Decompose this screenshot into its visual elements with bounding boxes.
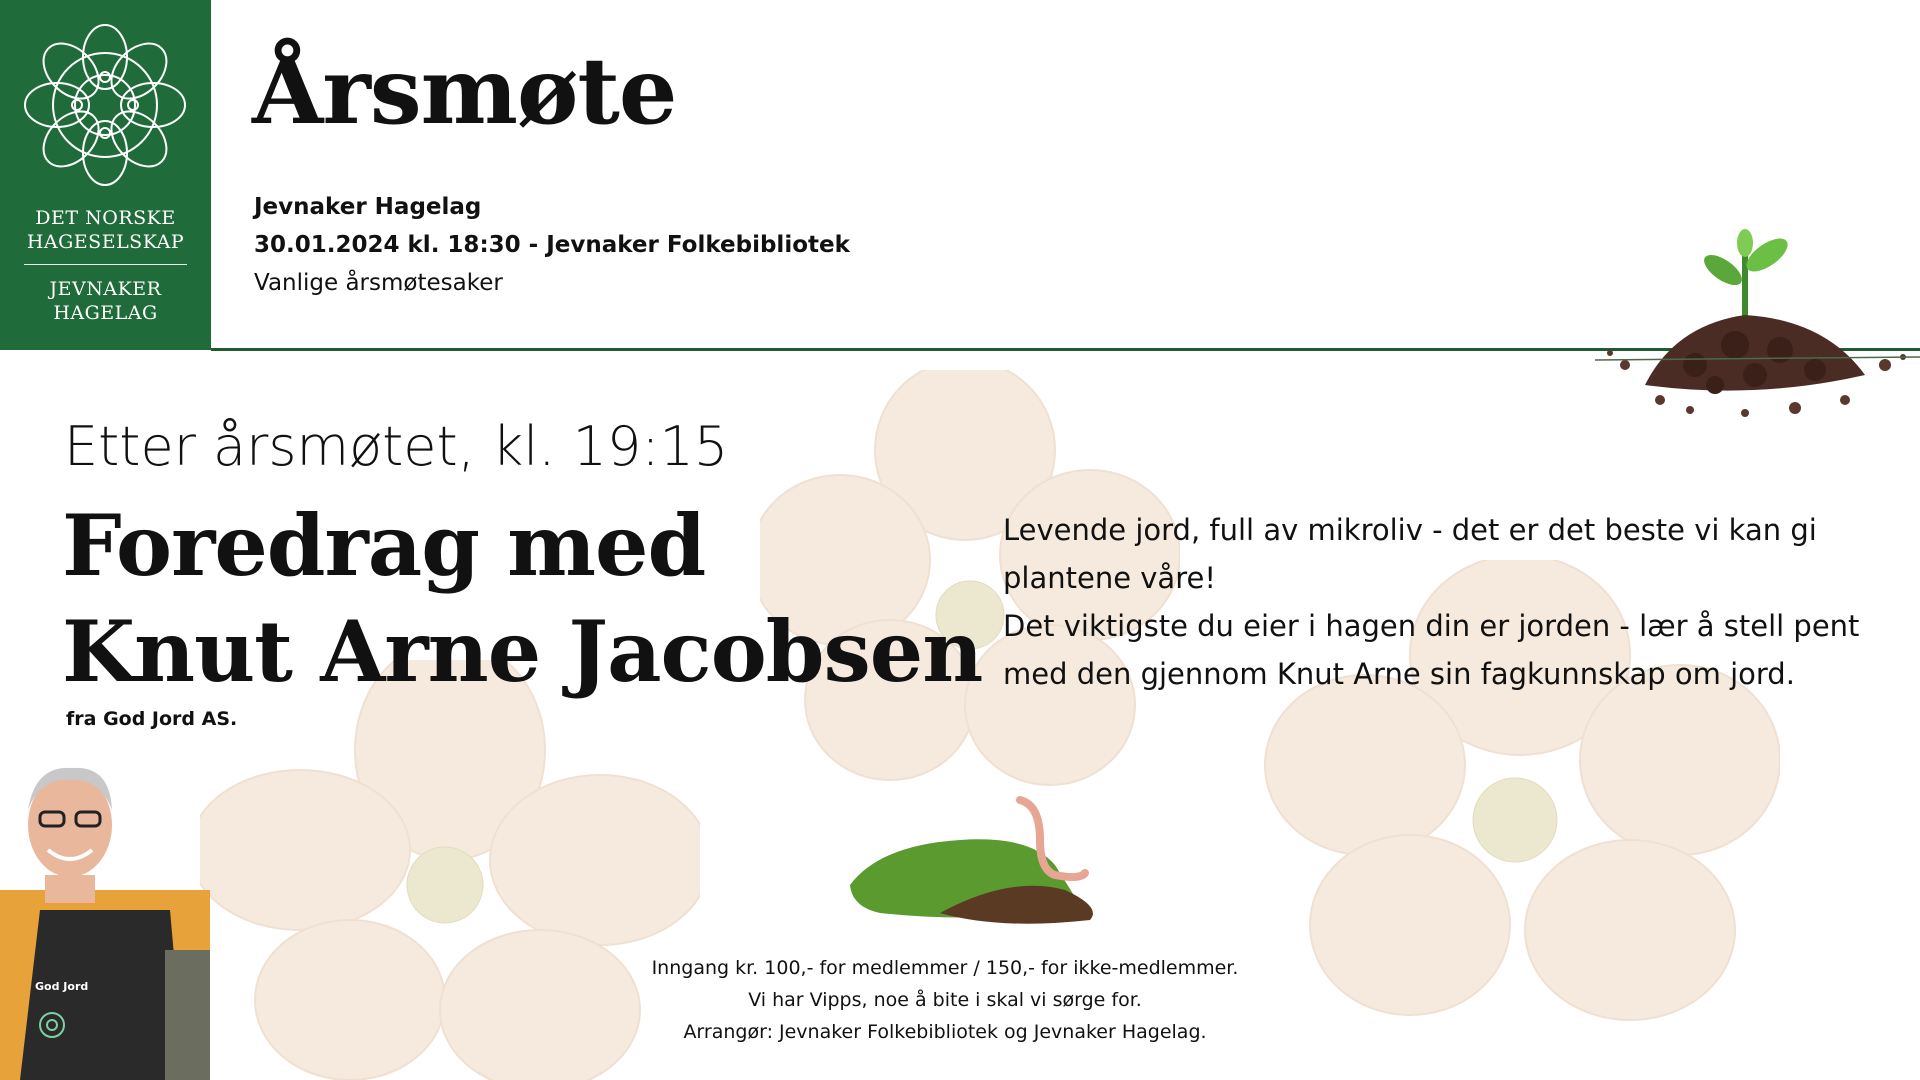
page-title: Årsmøte xyxy=(252,37,677,145)
sprout-soil-icon xyxy=(1595,225,1920,425)
celtic-knot-logo-icon xyxy=(22,22,188,188)
talk-description xyxy=(1003,506,1883,698)
logo-org-line1: DET NORSKE xyxy=(35,207,176,229)
footer-price: Inngang kr. 100,- for medlemmer / 150,- for ikke-medlemmer. xyxy=(651,957,1239,979)
description-line1: Levende jord, full av mikroliv - det er det beste vi kan gi xyxy=(1003,513,1817,547)
talk-time: Etter årsmøtet, kl. 19:15 xyxy=(64,415,729,478)
description-line4: med den gjennom Knut Arne sin fagkunnskap om jord. xyxy=(1003,657,1795,691)
footer-vipps: Vi har Vipps, noe å bite i skal vi sørge for. xyxy=(748,989,1142,1011)
event-agenda: Vanlige årsmøtesaker xyxy=(254,270,503,296)
logo-divider xyxy=(24,264,187,265)
talk-title-line2: Knut Arne Jacobsen xyxy=(62,602,983,701)
logo-branch-line2: HAGELAG xyxy=(53,302,158,324)
logo-org-line2: HAGESELSKAP xyxy=(26,231,185,253)
event-date-place: 30.01.2024 kl. 18:30 - Jevnaker Folkebibliotek xyxy=(254,232,850,258)
description-line3: Det viktigste du eier i hagen din er jorden - lær å stell pent xyxy=(1003,609,1860,643)
footer-organizer: Arrangør: Jevnaker Folkebibliotek og Jevnaker Hagelag. xyxy=(683,1021,1207,1043)
description-line2: plantene våre! xyxy=(1003,561,1216,595)
speaker-affiliation: fra God Jord AS. xyxy=(66,708,238,730)
logo-branch-line1: JEVNAKER xyxy=(49,278,162,300)
organization-logo xyxy=(0,0,211,350)
apron-logo-text: God Jord xyxy=(35,980,89,993)
talk-title-line1: Foredrag med xyxy=(62,496,706,595)
speaker-photo xyxy=(0,750,210,1080)
moss-worm-icon xyxy=(840,795,1140,930)
organizer-name: Jevnaker Hagelag xyxy=(254,194,482,220)
